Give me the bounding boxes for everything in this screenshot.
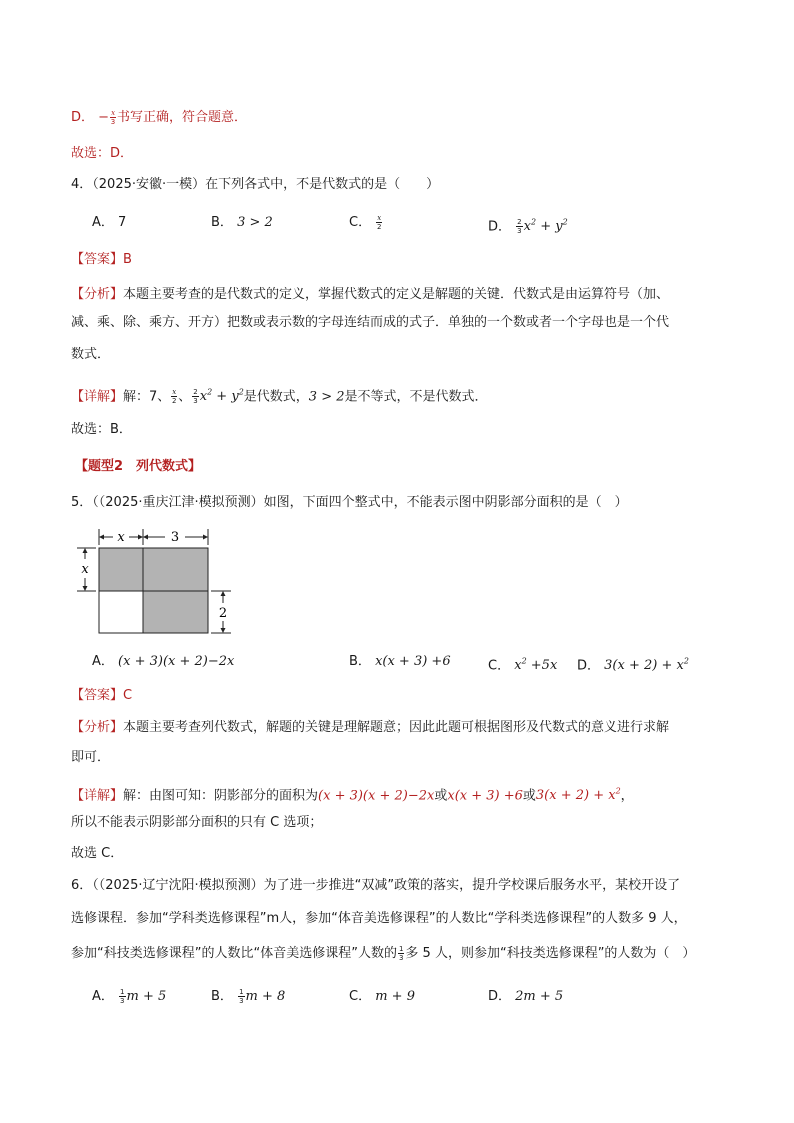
q4-final: 故选：B． — [71, 422, 132, 437]
q4-analysis-line-1: 【分析】本题主要考查的是代数式的定义，掌握代数式的定义是解题的关键．代数式是由运算符号（加、 — [71, 287, 670, 302]
q4-option-d: D． $\frac{2}{3}$ $x^2 + y^2$ — [488, 218, 568, 236]
q5-analysis-line-1: 【分析】本题主要考查列代数式，解题的关键是理解题意；因此此题可根据图形及代数式的意义进行求解 — [71, 720, 670, 735]
q4-option-a: A． 7 — [92, 215, 127, 230]
dim-right-2: 2 — [218, 606, 228, 621]
q5-option-d: D． $3(x + 2) + x^2$ — [577, 657, 689, 674]
q4-analysis-line-2: 减、乘、除、乘方、开方）把数或表示数的字母连结而成的式子．单独的一个数或者一个字母也是一个代 — [71, 315, 670, 330]
shaded-bottom-right — [143, 591, 208, 633]
dim-top-3: 3 — [170, 530, 180, 545]
q5-stem: 5．（（2025·重庆江津·模拟预测）如图，下面四个整式中，不能表示图中阴影部分面积的是（ ） — [71, 495, 628, 510]
q6-option-d: D． 2m + 5 — [488, 989, 564, 1004]
q4-analysis-line-3: 数式． — [71, 347, 111, 362]
q4-detail: 【详解】解：7、 $\frac{x}{2}$ 、 $\frac{2}{3}$ $x^2 + y^2$是代数式，3 > 2是不等式，不是代数式． — [71, 388, 488, 406]
q4-option-b: B． 3 > 2 — [211, 215, 273, 230]
shaded-top-left — [99, 548, 143, 591]
shaded-top-right — [143, 548, 208, 591]
dim-left-x: x — [81, 562, 89, 577]
q5-analysis-line-2: 即可． — [71, 750, 111, 765]
q6-stem-line-3: 参加“科技类选修课程”的人数比“体音美选修课程”人数的 $\frac{1}{3}$ 多 5 人，则参加“科技类选修课程”的人数为（ ） — [71, 945, 696, 962]
prev-final-answer: 故选：D． — [71, 146, 134, 161]
q5-option-a: A． (x + 3)(x + 2)−2x — [92, 654, 235, 669]
q5-final: 故选 C． — [71, 846, 124, 861]
q6-option-b: B． $\frac{1}{3}$ m + 8 — [211, 988, 286, 1005]
q6-stem-line-1: 6．（（2025·辽宁沈阳·模拟预测）为了进一步推进“双减”政策的落实，提升学校课后服务水平，某校开设了 — [71, 878, 681, 893]
q5-area-figure — [75, 525, 245, 640]
q6-stem-line-2: 选修课程．参加“学科类选修课程”m人，参加“体音美选修课程”的人数比“学科类选修课程”的人数多 9 人， — [71, 911, 687, 926]
q5-answer: 【答案】C — [71, 688, 133, 703]
unshaded-bottom-left — [99, 591, 143, 633]
q4-answer: 【答案】B — [71, 252, 132, 267]
q4-option-c: C． $\frac{x}{2}$ — [349, 214, 382, 231]
q5-detail: 【详解】解：由图可知：阴影部分的面积为(x + 3)(x + 2)−2x或x(x + 3) +6或$3(x + 2) + x^2$， — [71, 787, 634, 804]
q5-option-b: B． x(x + 3) +6 — [349, 654, 451, 669]
q5-option-c: C． $x^2 +5x$ — [488, 657, 558, 674]
q4-stem: 4．（2025·安徽·一模）在下列各式中，不是代数式的是（ ） — [71, 177, 440, 192]
q5-detail-line-2: 所以不能表示阴影部分面积的只有 C 选项； — [71, 815, 323, 830]
section-title: 【题型2 列代数式】 — [75, 459, 202, 474]
dim-top-x: x — [117, 530, 125, 545]
q6-option-a: A． $\frac{1}{3}$ m + 5 — [92, 988, 167, 1005]
q6-option-c: C． m + 9 — [349, 989, 415, 1004]
prev-option-d-line: D． − $\frac{x}{3}$ 书写正确，符合题意． — [71, 109, 248, 126]
